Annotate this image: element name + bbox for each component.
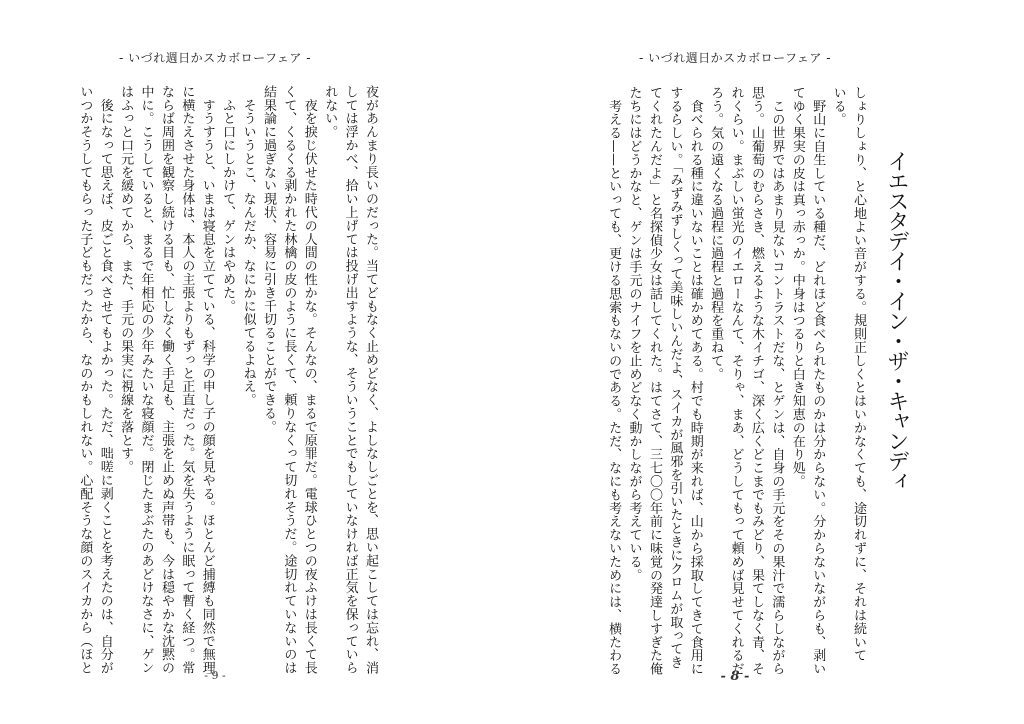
text-line: そういうとこ、なんだか、なにかに似てるよねえ。 (240, 85, 256, 407)
text-line: 食べられる種に違いないことは確かめてある。村でも時期が来れば、山から採取してきて食用に (687, 86, 703, 676)
text-line: 思う。山葡萄のむらさき、燃えるような木イチゴ、深く広くどこまでもみどり、果てしなく青、そ (748, 86, 764, 676)
text-line: てゆく果実の皮は真っ赤っか。中身はつるりと白き知恵の在り処。 (789, 86, 805, 488)
text-line: はふっと口元を緩めてから、また、手元の果実に視線を落とす。 (118, 85, 134, 474)
text-line: くて、くるくる剥かれた林檎の皮のように長くて、頼りなくって切れそうだ。途切れていないのは (281, 85, 297, 675)
text-line: ろう。気の遠くなる過程に過程と過程を重ねて。 (708, 86, 724, 381)
text-line: れない。 (322, 85, 338, 139)
text-line: いつかそうしてもらった子どもだったから、なのかもしれない。心配そうな顔のスイカから（ほと (77, 85, 93, 675)
text-line: 結果論に過ぎない現状、容易に引き千切ることができる。 (260, 85, 276, 434)
text-line: 考える——といっても、更ける思索もないのである。ただ、なにも考えないためには、横たわる (606, 86, 622, 676)
text-line: しては浮かべ、拾い上げては投げ出すような、そういうことでもしていなければ正気を保っていら (342, 85, 358, 675)
text-line: するらしい。「みずみずしくって美味しいんだよ、スイカが風邪を引いたときにクロムが取ってき (667, 86, 683, 670)
text-line: 夜を捩じ伏せた時代の人間の性かな。そんなの、まるで原罪だ。電球ひとつの夜ふけは長くて長 (301, 85, 317, 675)
text-line: 後になって思えば、皮ごと食べさせてもよかった。ただ、咄嗟に剥くことを考えたのは、自分が (97, 85, 113, 675)
page-number: - 8 - (720, 669, 750, 684)
text-line: この世界ではあまり見ないコントラストだな、とゲンは、自身の手元をその果汁で濡らしながら (769, 86, 785, 676)
text-line: に横たえさせた身体は、本人の主張よりもずっと正直だった。気を失うように眠って暫く経つ。常 (179, 85, 195, 675)
right-page (512, 0, 1024, 724)
text-line: れくらい。まぶしい蛍光のイエローなんて、そりゃ、まあ、どうしてもって頼めば見せてくれるだ (728, 86, 744, 676)
body-text (603, 86, 868, 676)
text-line: ならば周囲を観察し続ける目も、忙しなく働く手足も、主張を止めぬ声帯も、今は穏やかな沈黙の (158, 85, 174, 675)
page-number: - 9 - (204, 669, 226, 682)
chapter-title: イエスタデイ・イン・ザ・キャンディ (884, 150, 909, 490)
text-line: しょりしょり、と心地よい音がする。規則正しくとはいかなくても、途切れずに、それは続いて (851, 86, 866, 663)
text-line: すうすうと、いまは寝息を立てている、科学の申し子の顔を見やる。ほとんど捕縛も同然で無理 (199, 85, 215, 675)
text-line: 野山に自生している種だ、どれほど食べられたものかは分からない。分からないながらも、剥い (810, 86, 826, 676)
text-line: いる。 (830, 86, 846, 127)
text-line: てくれたんだよ」と名探偵少女は話してくれた。はてさて、三七〇〇年前に味覚の発達しすぎた俺 (646, 86, 662, 676)
body-text (74, 85, 380, 675)
text-line: 夜があんまり長いのだった。当てどもなく止めどなく、よしなしごとを、思い起こしては忘れ、消 (363, 85, 378, 675)
text-line: ふと口にしかけて、ゲンはやめた。 (220, 85, 236, 313)
running-header: - いづれ週日かスカボローフェア - (638, 51, 832, 65)
running-header: - いづれ週日かスカボローフェア - (118, 51, 312, 65)
text-line: たちにはどうかなと、ゲンは手元のナイフを止めどなく動かしながら考えている。 (626, 86, 642, 582)
text-line: 中に。こうしていると、まるで年相応の少年みたいな寝顔だ。閉じたまぶたのあどけなさに、ゲン (138, 85, 154, 675)
